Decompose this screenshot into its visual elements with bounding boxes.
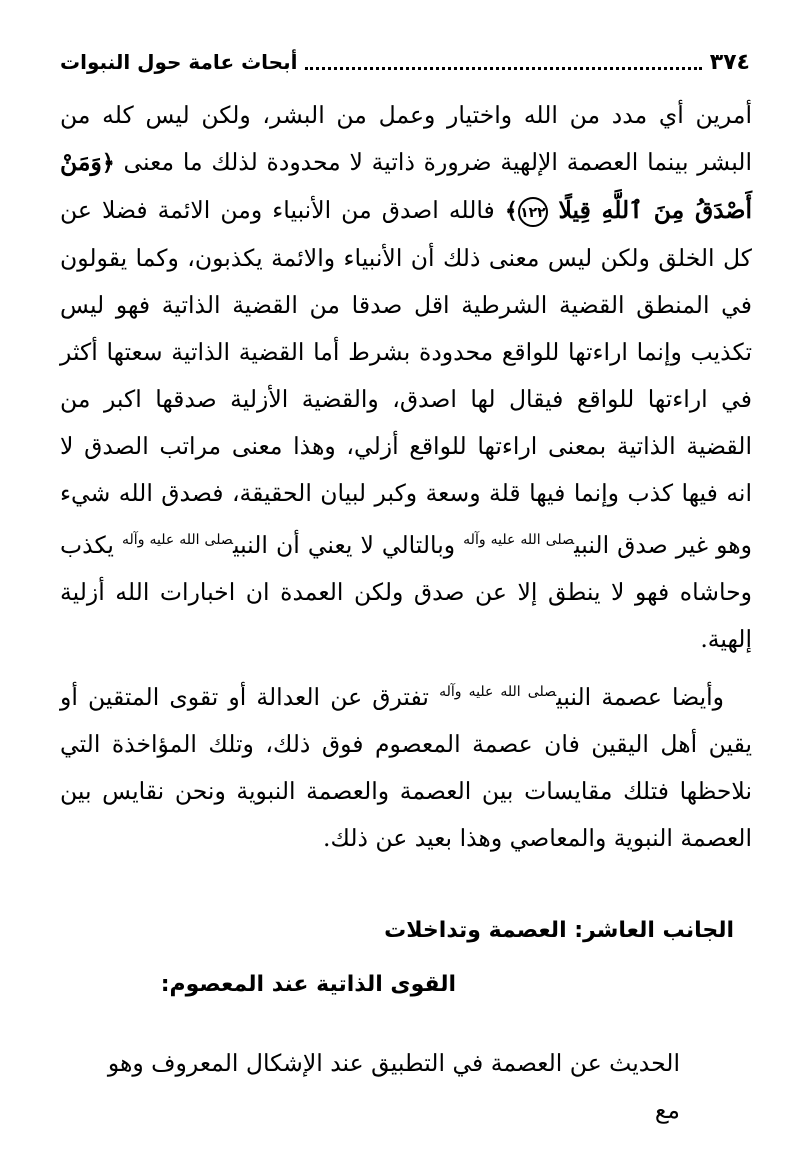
section-heading: الجانب العاشر: العصمة وتداخلات: [384, 918, 734, 943]
running-header: [60, 42, 750, 82]
paragraph-1-text-c: وبالتالي لا يعني أن النبي: [233, 530, 464, 559]
paragraph-3-first-line: الحديث عن العصمة في التطبيق عند الإشكال المعروف وهو مع: [107, 1049, 680, 1124]
quran-close-bracket: ﴾: [504, 198, 518, 224]
header-title: أبحاث عامة حول النبوات: [60, 50, 298, 74]
quran-open-bracket: ﴿: [101, 150, 115, 176]
subheading: القوى الذاتية عند المعصوم:: [160, 972, 456, 997]
paragraph-1: [60, 92, 752, 663]
header-dotted-leader: [305, 67, 701, 70]
ayah-number-badge: ١٢٢: [518, 197, 548, 227]
paragraph-2: [60, 669, 752, 862]
honorific-ligature: صلى الله عليه وآله: [439, 683, 557, 700]
paragraph-1-text-d: يكذب وحاشاه فهو لا ينطق إلا عن صدق ولكن العمدة ان اخبارات الله أزلية إلهية.: [60, 530, 752, 653]
page-number: ٣٧٤: [709, 49, 750, 75]
paragraph-2-text-b: تفترق عن العدالة أو تقوى المتقين أو يقين أهل اليقين فان عصمة المعصوم فوق ذلك، وتلك المؤاخذة التي نلاحظها فتلك مقايسات بين العصمة والعصمة النبوية ونحن نقايس بين العصمة النبوية والمعاصي وهذا بعيد عن ذلك.: [60, 682, 752, 852]
honorific-ligature: صلى الله عليه وآله: [463, 532, 575, 548]
paragraph-1-text-b: فالله اصدق من الأنبياء ومن الائمة فضلا عن كل الخلق ولكن ليس معنى ذلك أن الأنبياء والائمة يكذبون، وكما يقولون في المنطق القضية الشرطية اقل صدقا من القضية الذاتية فهو ليس تكذيب وإنما اراءتها للواقع محدودة بشرط أما القضية الذاتية سعتها أكثر في اراءتها للواقع فيقال لها اصدق، والقضية الأزلية صدقها اكبر من القضية الذاتية بمعنى اراءتها للواقع أزلي، وهذا معنى مراتب الصدق لا انه فيها كذب وإنما فيها قلة وسعة وكبر لبيان الحقيقة، فصدق الله شيء وهو غير صدق النبي: [60, 196, 752, 559]
honorific-ligature: صلى الله عليه وآله: [122, 532, 233, 548]
paragraph-2-text-a: وأيضا عصمة النبي: [556, 682, 724, 711]
quran-verse: وَمَنْ أَصْدَقُ مِنَ ٱللَّهِ قِيلًا: [60, 148, 752, 224]
paragraph-1-text-a: أمرين أي مدد من الله واختيار وعمل من البشر، ولكن ليس كله من البشر بينما العصمة الإلهية ضرورة ذاتية لا محدودة لذلك ما معنى: [60, 101, 752, 176]
body-text: [60, 92, 752, 862]
